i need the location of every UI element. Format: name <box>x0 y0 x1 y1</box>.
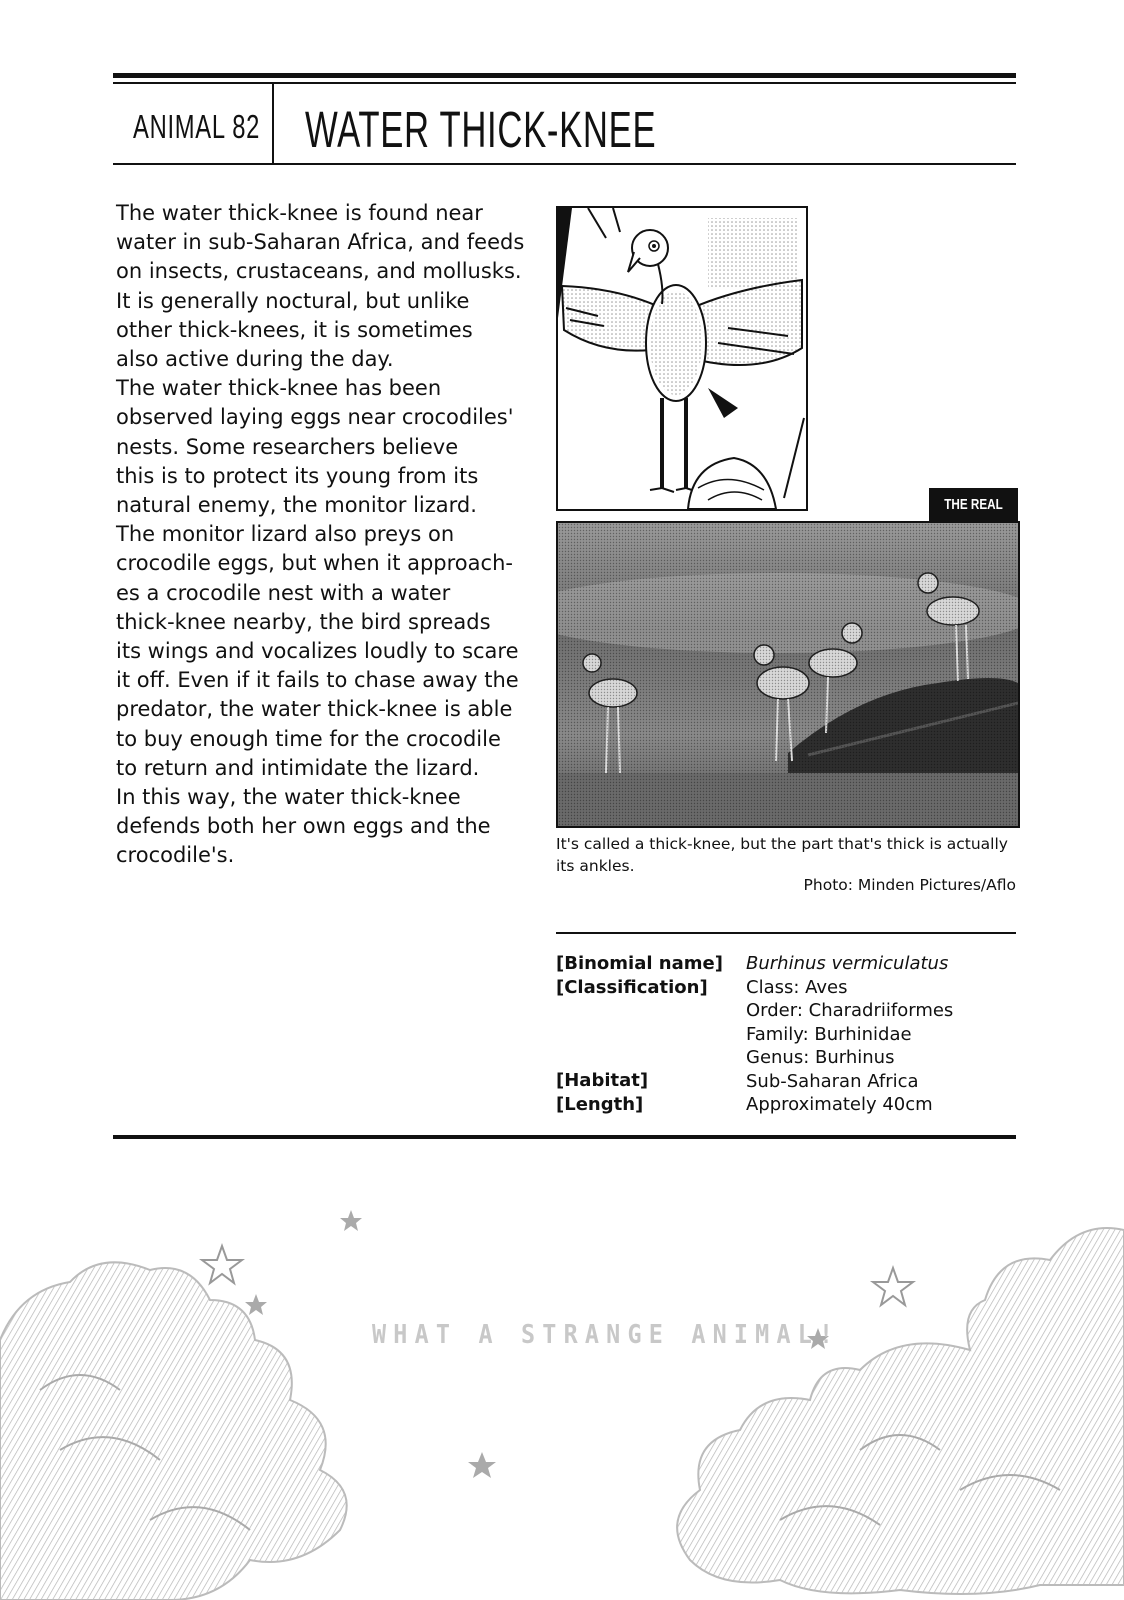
animal-number: ANIMAL 82 <box>133 108 261 145</box>
bird-illustration <box>558 208 806 509</box>
real-thing-tag <box>929 488 1018 521</box>
binomial-label: [Binomial name] <box>556 953 723 974</box>
genus-value: Genus: Burhinus <box>746 1047 895 1068</box>
info-values <box>746 952 953 1117</box>
bird-photo-image <box>558 523 1018 826</box>
tagline: WHAT A STRANGE ANIMAL! <box>372 1320 841 1350</box>
photo-caption: It's called a thick-knee, but the part that's thick is actually its ankles. <box>556 835 1008 875</box>
habitat-value: Sub-Saharan Africa <box>746 1070 919 1092</box>
body-paragraph: In this way, the water thick-knee defends both her own eggs and the crocodile's. <box>116 785 491 868</box>
classification-label: [Classification] <box>556 976 708 998</box>
info-labels <box>556 952 723 999</box>
info-top-rule <box>556 932 1016 934</box>
length-label: [Length] <box>556 1093 644 1115</box>
real-thing-tag-text: THE REAL <box>944 496 1003 513</box>
cloud-left <box>0 1262 347 1600</box>
header-bottom-rule <box>113 163 1016 165</box>
star-icons <box>202 1246 913 1305</box>
body-paragraph: The water thick-knee is found near water in sub-Saharan Africa, and feeds on insects, crustaceans, and mollusks. It is generally noctural, but unlike other thick-knees, it is sometimes also active during the day. <box>116 201 525 372</box>
star-icon <box>202 1246 242 1283</box>
info-labels-lower <box>556 1069 648 1116</box>
star-icon <box>245 1294 267 1315</box>
info-bottom-rule <box>113 1135 1016 1139</box>
star-icon <box>468 1452 496 1478</box>
footer-decoration <box>0 1190 1124 1600</box>
bird-photo <box>556 521 1020 828</box>
animal-title: WATER THICK-KNEE <box>305 101 657 158</box>
star-icon <box>873 1268 913 1305</box>
order-value: Order: Charadriiformes <box>746 1000 954 1021</box>
header-divider <box>272 84 274 164</box>
length-value: Approximately 40cm <box>746 1094 933 1115</box>
star-icon <box>340 1210 362 1231</box>
bird-illustration-panel <box>556 206 808 511</box>
habitat-label: [Habitat] <box>556 1070 649 1091</box>
header-top-rule-thin <box>113 82 1016 84</box>
header-top-rule-thick <box>113 73 1016 78</box>
family-value: Family: Burhinidae <box>746 1023 912 1045</box>
class-value: Class: Aves <box>746 976 848 998</box>
photo-credit: Photo: Minden Pictures/Aflo <box>803 876 1016 894</box>
binomial-value: Burhinus vermiculatus <box>746 953 949 974</box>
body-paragraph: The water thick-knee has been observed laying eggs near crocodiles' nests. Some researchers believe this is to protect its young from its natural enemy, the monitor lizard. The monitor lizard also preys on crocodile eggs, but when it approach- es a crocodile nest with a water thick-knee nearby, the bird spreads its wings and vocalizes loudly to scare it off. Even if it fails to chase away the predator, the water thick-knee is able to buy enough time for the crocodile to return and intimidate the lizard. <box>116 376 519 780</box>
article-body <box>116 199 536 871</box>
